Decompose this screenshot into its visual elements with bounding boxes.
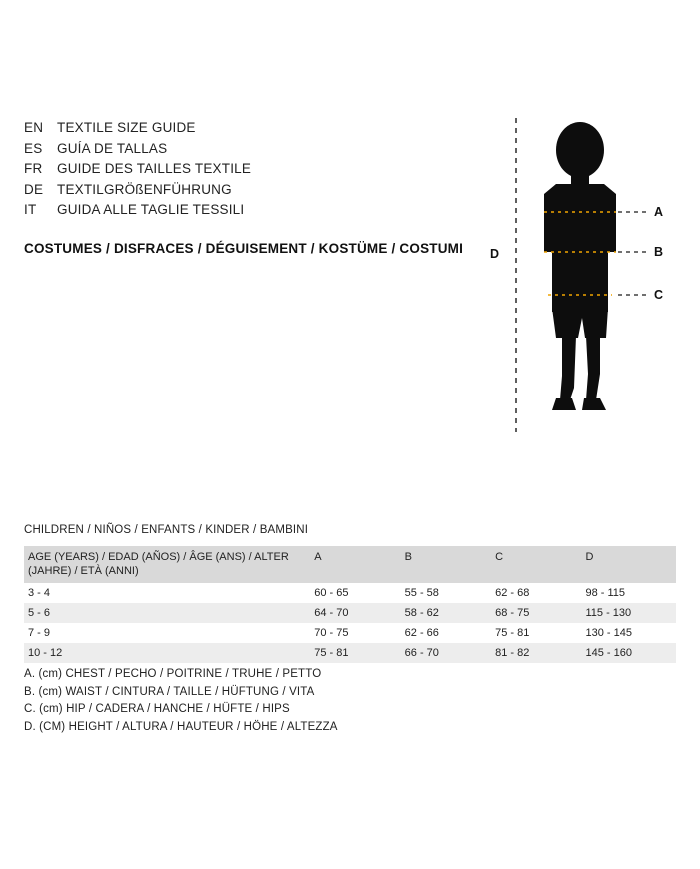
child-silhouette-icon [544,122,616,410]
language-row-es [24,139,464,160]
language-title-block [24,118,464,221]
legend-line-d: D. (CM) HEIGHT / ALTURA / HAUTEUR / HÖHE / ALTEZZA [24,720,338,733]
column-header-age: AGE (YEARS) / EDAD (AÑOS) / ÂGE (ANS) / ALTER (JAHRE) / ETÀ (ANNI) [28,551,289,577]
label-a: A [654,205,664,219]
column-header-d: D [585,551,594,563]
table-row [24,623,676,643]
label-c: C [654,288,664,302]
language-text-es: GUÍA DE TALLAS [57,140,168,156]
measurement-legend [24,666,544,736]
cell-b: 58 - 62 [404,607,439,619]
cell-c: 81 - 82 [495,647,530,659]
table-caption: CHILDREN / NIÑOS / ENFANTS / KINDER / BAMBINI [24,524,309,536]
cell-d: 145 - 160 [585,647,632,659]
language-row-fr [24,159,464,180]
language-row-en [24,118,464,139]
cell-age: 3 - 4 [28,587,51,599]
cell-age: 10 - 12 [28,647,63,659]
table-row [24,583,676,603]
cell-b: 62 - 66 [404,627,439,639]
label-d: D [490,247,500,261]
table-row [24,643,676,663]
cell-a: 60 - 65 [314,587,349,599]
language-code-es: ES [24,140,43,156]
language-row-de [24,180,464,201]
cell-age: 7 - 9 [28,627,51,639]
cell-d: 115 - 130 [585,607,632,619]
cell-d: 130 - 145 [585,627,632,639]
costumes-subtitle: COSTUMES / DISFRACES / DÉGUISEMENT / KOSTÜME / COSTUMI [24,241,464,256]
cell-c: 68 - 75 [495,607,530,619]
language-text-fr: GUIDE DES TAILLES TEXTILE [57,161,252,176]
language-code-de: DE [24,181,44,197]
label-b: B [654,245,664,259]
cell-a: 64 - 70 [314,607,349,619]
language-text-de: TEXTILGRÖßENFÜHRUNG [57,181,232,197]
cell-age: 5 - 6 [28,607,51,619]
cell-a: 75 - 81 [314,647,349,659]
size-table [24,546,676,663]
language-text-en: TEXTILE SIZE GUIDE [57,120,196,135]
column-header-a: A [314,551,322,563]
cell-c: 75 - 81 [495,627,530,639]
table-header-row [24,546,676,583]
legend-line-b: B. (cm) WAIST / CINTURA / TAILLE / HÜFTUNG / VITA [24,685,315,698]
body-measurement-diagram [470,112,680,442]
language-code-en: EN [24,120,44,135]
language-row-it [24,200,464,221]
cell-c: 62 - 68 [495,587,530,599]
language-code-it: IT [24,202,37,217]
language-text-it: GUIDA ALLE TAGLIE TESSILI [57,202,245,217]
cell-d: 98 - 115 [585,587,626,599]
cell-b: 55 - 58 [404,587,439,599]
legend-line-a: A. (cm) CHEST / PECHO / POITRINE / TRUHE / PETTO [24,668,322,680]
cell-b: 66 - 70 [404,647,439,659]
cell-a: 70 - 75 [314,627,349,639]
column-header-c: C [495,551,504,563]
column-header-b: B [404,551,412,563]
table-row [24,603,676,623]
legend-line-c: C. (cm) HIP / CADERA / HANCHE / HÜFTE / HIPS [24,703,290,715]
language-code-fr: FR [24,161,43,176]
